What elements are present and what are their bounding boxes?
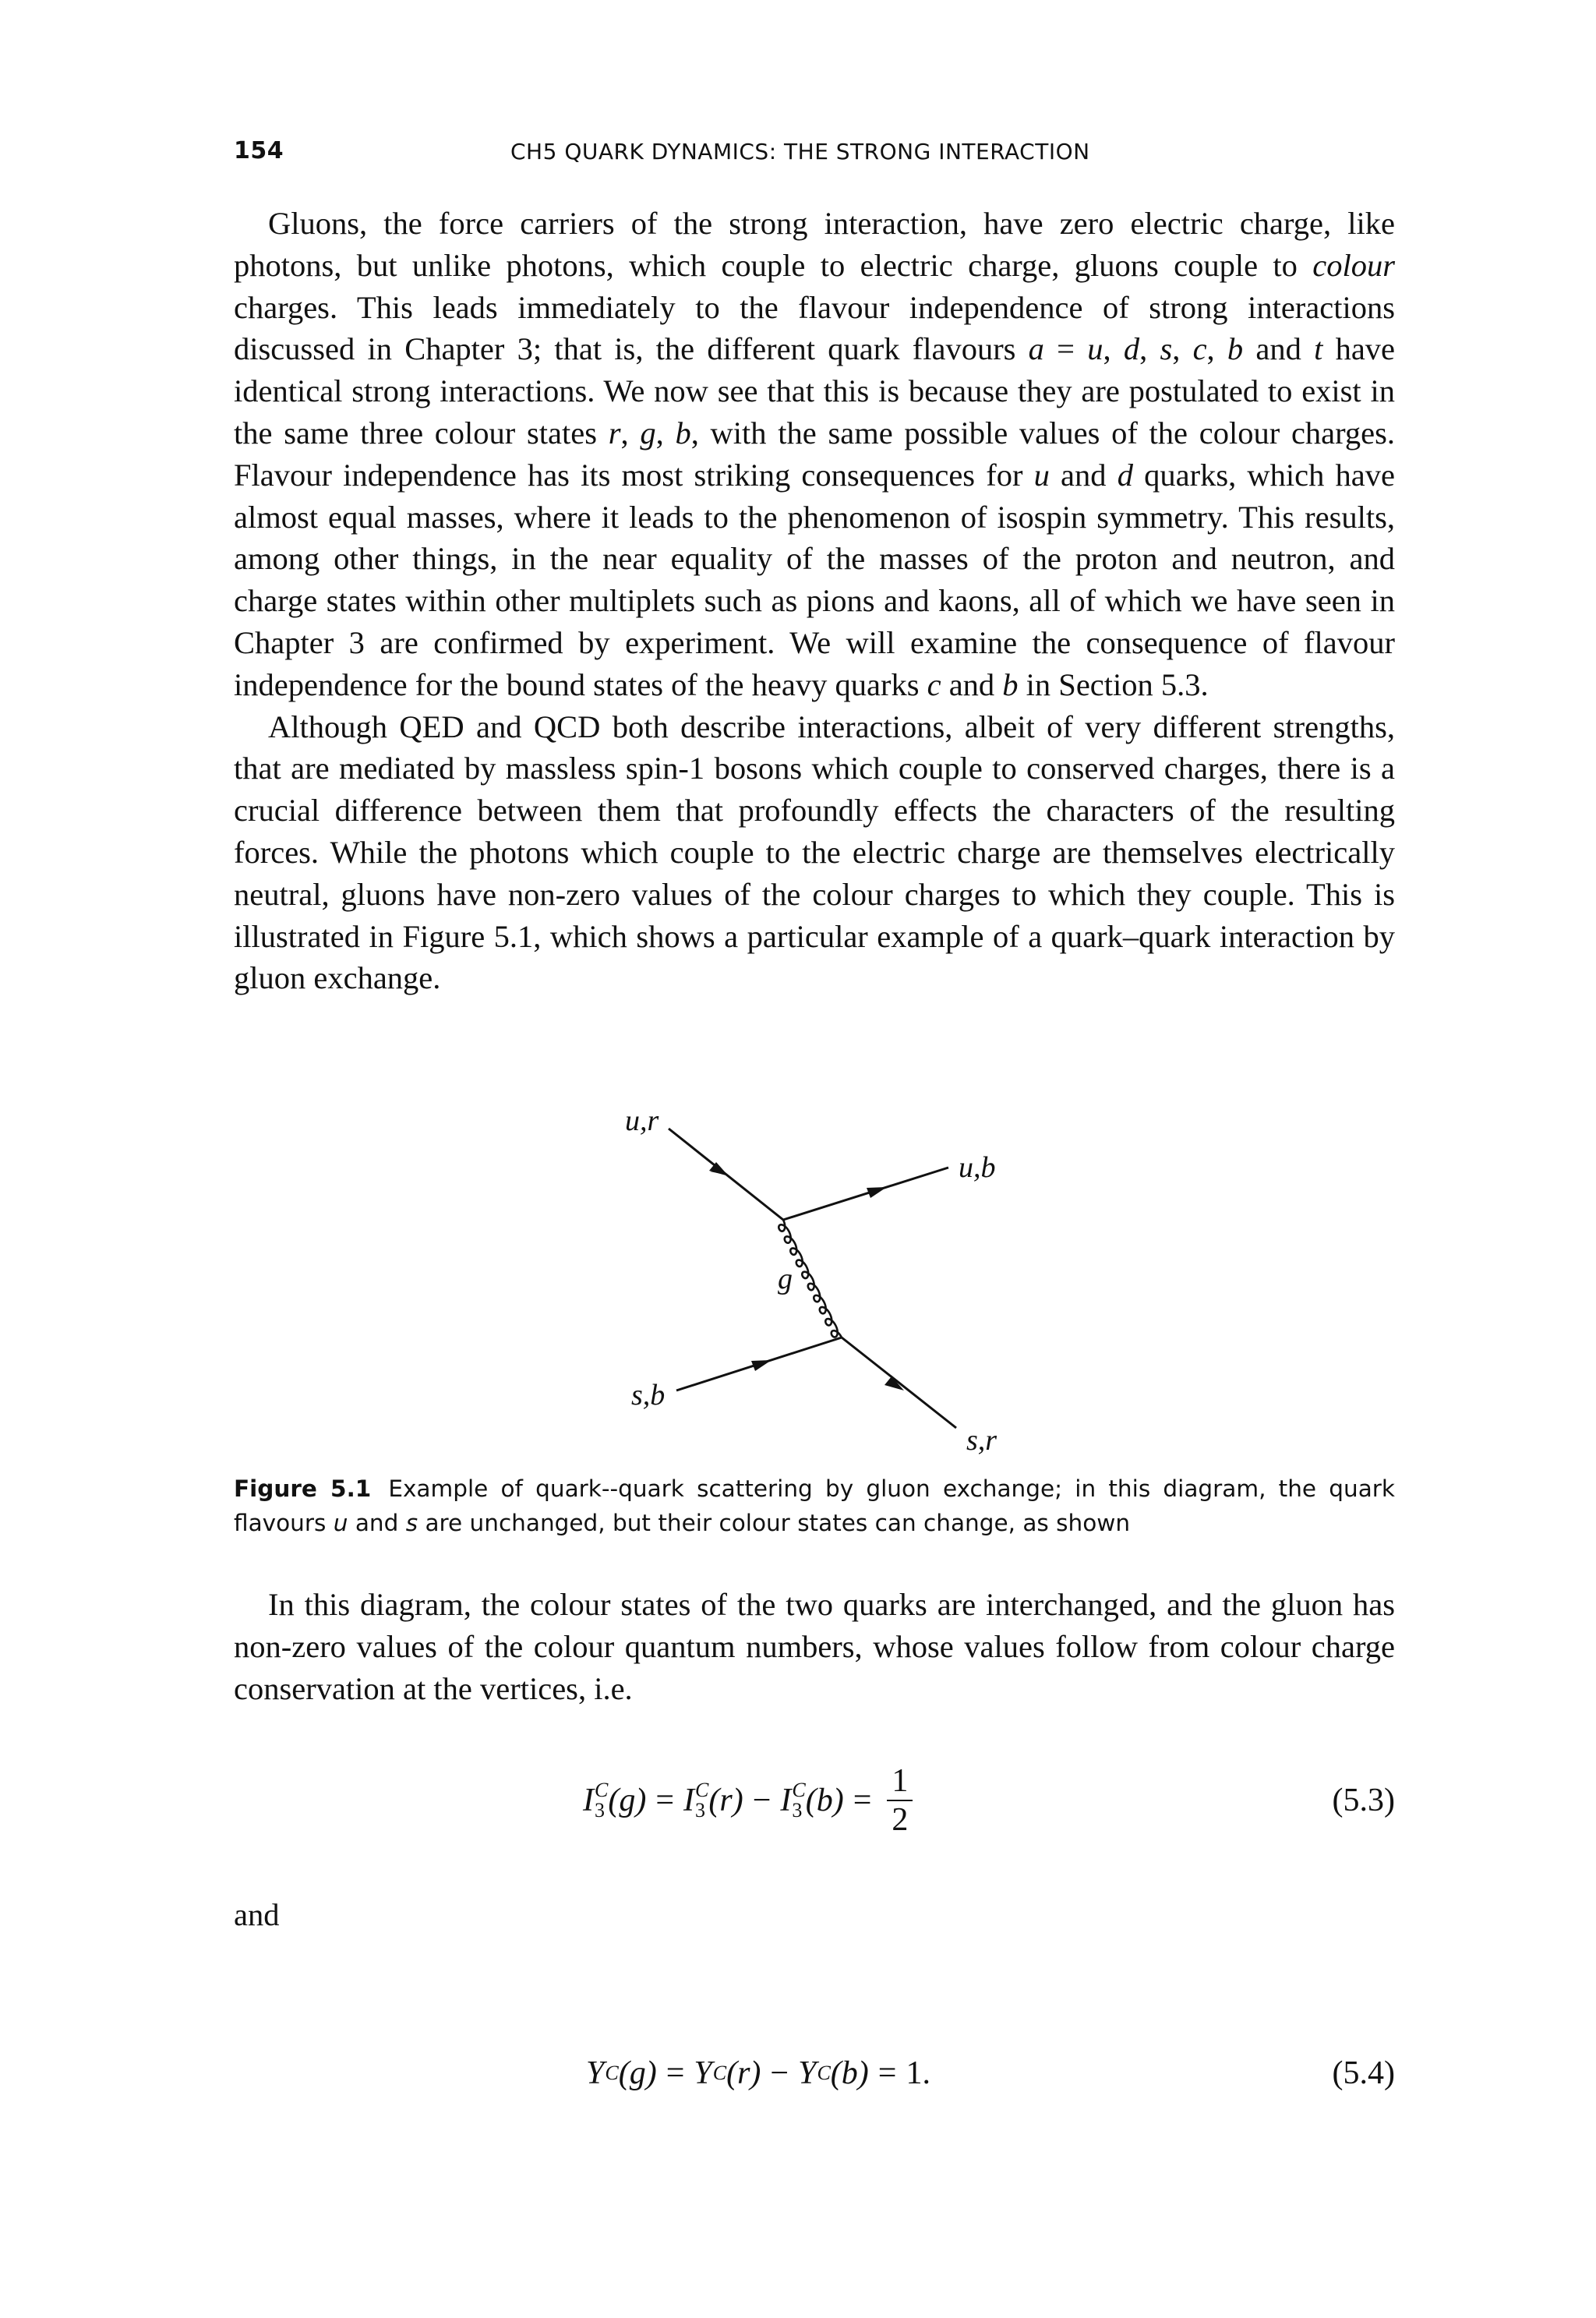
math-var: u	[1033, 457, 1050, 493]
equation-body	[583, 1758, 913, 1843]
math-symbol: I	[780, 1783, 792, 1818]
math-operator: =	[877, 2055, 897, 2091]
text-run: ,	[1139, 331, 1160, 367]
text-run: ,	[655, 415, 676, 451]
superscript: C	[817, 2062, 831, 2084]
math-var: a	[1028, 331, 1044, 367]
math-argument: (g)	[618, 2055, 657, 2091]
math-var: u	[1087, 331, 1103, 367]
math-var: u	[333, 1510, 348, 1536]
numerator: 1	[887, 1765, 913, 1801]
feynman-diagram	[608, 1104, 1044, 1457]
figure-caption	[234, 1472, 1395, 1540]
math-result: 1.	[906, 2055, 930, 2091]
equation-body	[586, 2030, 930, 2116]
math-argument: (r)	[726, 2055, 761, 2091]
equation-number: (5.4)	[1332, 2055, 1395, 2091]
math-var: b	[1002, 666, 1019, 702]
text-run: =	[1043, 331, 1088, 367]
label-outgoing-bottom: s,r	[966, 1424, 998, 1457]
label-incoming-top: u,r	[625, 1104, 659, 1137]
text-run: ,	[620, 415, 641, 451]
math-argument: (b)	[805, 1783, 844, 1818]
outgoing-quark-top-line	[783, 1168, 948, 1220]
arrow-icon	[751, 1360, 772, 1371]
arrow-icon	[867, 1187, 887, 1198]
running-head	[234, 137, 1393, 168]
text-run: ,	[1172, 331, 1193, 367]
equation-5-4	[234, 2030, 1395, 2116]
superscript: C	[595, 1779, 609, 1801]
math-var: s	[405, 1510, 418, 1536]
superscript: C	[605, 2062, 619, 2084]
math-operator: =	[655, 1783, 675, 1818]
paragraph-gluons	[234, 203, 1395, 706]
connecting-word: and	[234, 1897, 280, 1932]
denominator: 2	[892, 1802, 909, 1838]
text-run: quarks, which have almost equal masses, where it leads to the phenomenon of isospin symmetry. This results, among other things, in the near equality of the masses of the proton and neutron, and charge states within other multiplets such as pions and kaons, all of which we have seen in Chapter 3 are confirmed by experiment. We will examine the consequence of flavour independence for the bound states of the heavy quarks	[234, 457, 1395, 702]
subscript: 3	[695, 1799, 706, 1822]
math-var: s	[1160, 331, 1173, 367]
math-symbol: Y	[586, 2055, 605, 2091]
superscript: C	[712, 2062, 727, 2084]
text-run: and	[1049, 457, 1118, 493]
math-var: b	[1227, 331, 1244, 367]
paragraph-colour-states: In this diagram, the colour states of the two quarks are interchanged, and the gluon has non-zero values of the colour quantum numbers, whose values follow from colour charge conservation at the vertices, i.e.	[234, 1587, 1395, 1706]
emphasis-colour: colour	[1312, 247, 1395, 283]
page-number: 154	[234, 137, 284, 164]
caption-text: and	[348, 1510, 406, 1536]
text-block-upper	[234, 203, 1395, 999]
feynman-diagram-svg	[608, 1104, 1044, 1457]
sup-sub	[695, 1780, 708, 1821]
paragraph-qed-qcd: Although QED and QCD both describe interactions, albeit of very different strengths, that are mediated by massless spin-1 bosons which couple to conserved charges, there is a crucial difference between them that profoundly effects the characters of the resulting forces. While the photons which couple to the electric charge are themselves electrically neutral, gluons have non-zero values of the colour charges to which they couple. This is illustrated in Figure 5.1, which shows a particular example of a quark–quark interaction by gluon exchange.	[234, 708, 1395, 996]
math-symbol: Y	[798, 2055, 817, 2091]
math-argument: (r)	[708, 1783, 743, 1818]
superscript: C	[695, 1779, 709, 1801]
text-run: and	[1243, 331, 1315, 367]
text-run: have identical strong interactions. We now see that this is because they are postulated to exist in the same three colour states	[234, 331, 1396, 451]
math-var: c	[1192, 331, 1207, 367]
text-run: ,	[1103, 331, 1124, 367]
text-run: and	[941, 666, 1003, 702]
text-run: charges. This leads immediately to the flavour independence of strong interactions discussed in Chapter 3; that is, the different quark flavours	[234, 289, 1395, 367]
superscript: C	[792, 1779, 806, 1801]
label-incoming-bottom: s,b	[631, 1379, 666, 1412]
math-symbol: I	[683, 1783, 695, 1818]
label-outgoing-top: u,b	[959, 1151, 996, 1184]
equation-number: (5.3)	[1332, 1783, 1395, 1818]
math-var: b	[675, 415, 691, 451]
math-var: d	[1117, 457, 1133, 493]
math-symbol: Y	[694, 2055, 712, 2091]
math-var: t	[1314, 331, 1323, 367]
math-var: c	[927, 666, 941, 702]
math-var: d	[1123, 331, 1140, 367]
math-operator: −	[770, 2055, 789, 2091]
text-run: in Section 5.3.	[1018, 666, 1209, 702]
math-operator: =	[666, 2055, 685, 2091]
math-argument: (g)	[608, 1783, 647, 1818]
sup-sub	[792, 1780, 805, 1821]
sup-sub	[595, 1780, 608, 1821]
fraction	[887, 1765, 913, 1836]
math-operator: =	[853, 1783, 872, 1818]
subscript: 3	[595, 1799, 605, 1822]
caption-label: Figure 5.1	[234, 1475, 372, 1502]
equation-5-3	[234, 1758, 1395, 1843]
text-run: , with the same possible values of the colour charges. Flavour independence has its most striking consequences for	[234, 415, 1396, 493]
math-var: r	[608, 415, 621, 451]
outgoing-quark-bottom-line	[842, 1337, 956, 1428]
text-run: Gluons, the force carriers of the strong interaction, have zero electric charge, like photons, but unlike photons, which couple to electric charge, gluons couple to	[234, 206, 1395, 283]
math-argument: (b)	[830, 2055, 869, 2091]
text-run: ,	[1206, 331, 1227, 367]
text-block-lower	[234, 1584, 1395, 1709]
chapter-title: CH5 QUARK DYNAMICS: THE STRONG INTERACTION	[510, 139, 1090, 164]
caption-text: are unchanged, but their colour states can change, as shown	[418, 1510, 1131, 1536]
caption-text: Example of quark--quark scattering by gluon exchange; in this diagram, the quark flavours	[234, 1475, 1395, 1536]
math-var: g	[640, 415, 656, 451]
label-gluon: g	[778, 1263, 793, 1295]
subscript: 3	[792, 1799, 803, 1822]
math-operator: −	[752, 1783, 772, 1818]
math-symbol: I	[583, 1783, 594, 1818]
